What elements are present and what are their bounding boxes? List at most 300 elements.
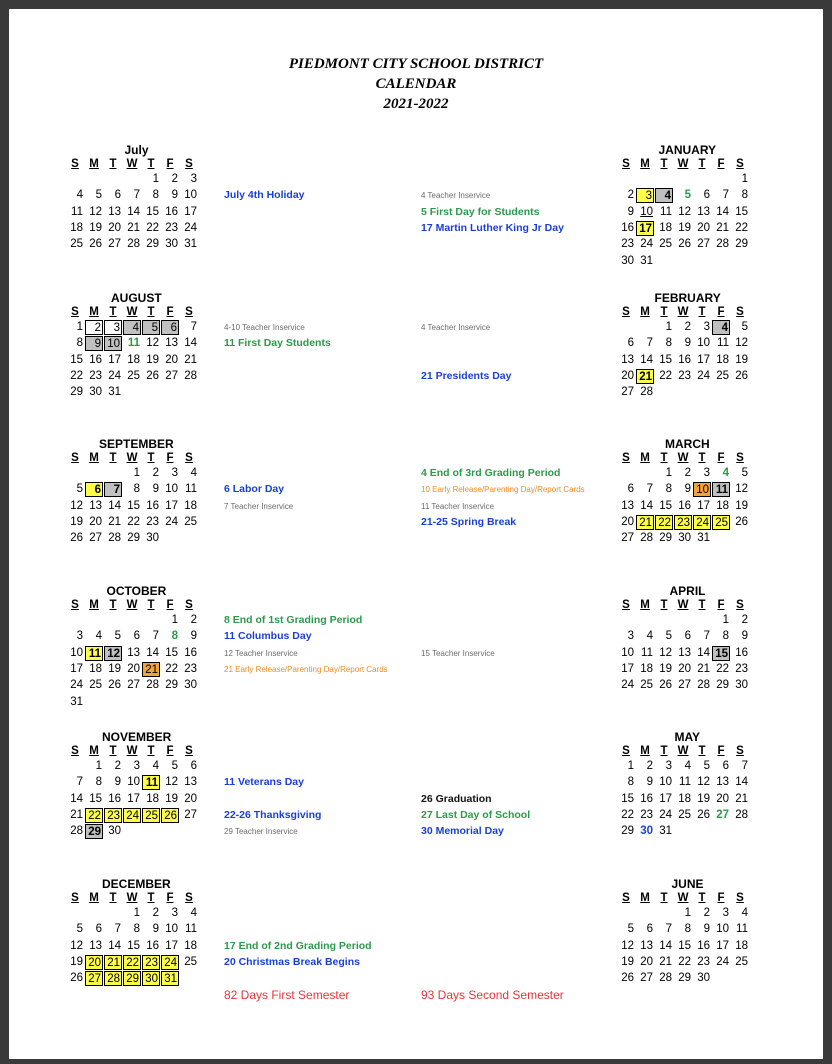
event-note: 26 Graduation	[421, 792, 492, 805]
day-cell: 24	[108, 369, 121, 382]
day-cell: 3	[627, 630, 634, 643]
weekday-header: S	[185, 892, 193, 904]
day-cell: 31	[161, 971, 179, 986]
day-cell: 27	[89, 532, 102, 545]
day-cell: 21	[127, 221, 140, 234]
day-cell: 20	[89, 515, 102, 528]
weekday-header: M	[640, 158, 650, 170]
day-cell: 23	[184, 662, 197, 675]
day-cell: 17	[659, 792, 672, 805]
day-cell: 6	[722, 760, 729, 772]
weekday-header: S	[622, 599, 630, 611]
weekday-header: M	[640, 599, 650, 611]
day-cell: 7	[646, 483, 653, 496]
day-cell: 6	[85, 482, 103, 497]
day-cell: 22	[655, 515, 673, 530]
day-cell: 3	[665, 760, 672, 772]
event-note: 22-26 Thanksgiving	[224, 808, 322, 821]
day-cell: 1	[722, 614, 729, 626]
school-year: 2021-2022	[383, 96, 449, 112]
weekday-header: T	[147, 745, 155, 757]
day-cell: 24	[697, 369, 710, 382]
day-cell: 18	[184, 939, 197, 952]
day-cell: 23	[621, 238, 634, 251]
day-cell: 26	[146, 369, 159, 382]
month-name: AUGUST	[111, 291, 162, 305]
day-cell: 18	[659, 221, 672, 234]
day-cell: 26	[735, 369, 748, 382]
weekday-header: M	[89, 745, 99, 757]
day-cell: 25	[716, 369, 729, 382]
day-cell: 7	[114, 923, 121, 936]
day-cell: 27	[127, 679, 140, 692]
day-cell: 24	[161, 955, 179, 970]
day-cell: 23	[640, 808, 653, 821]
day-cell: 18	[184, 499, 197, 512]
weekday-header: F	[166, 599, 174, 611]
day-cell: 1	[684, 907, 691, 919]
day-cell: 29	[716, 679, 729, 692]
day-cell: 19	[697, 792, 710, 805]
day-cell: 1	[665, 321, 672, 333]
day-cell: 9	[703, 923, 710, 936]
event-note: 11 Veterans Day	[224, 776, 304, 789]
day-cell: 12	[70, 939, 83, 952]
weekday-header: T	[147, 599, 155, 611]
day-cell: 2	[171, 173, 178, 185]
weekday-header: S	[71, 452, 79, 464]
day-cell: 12	[678, 205, 691, 218]
month-name: JANUARY	[658, 143, 717, 157]
day-cell: 2	[114, 760, 121, 772]
day-cell: 30	[184, 679, 197, 692]
day-cell: 16	[640, 792, 653, 805]
day-cell: 1	[171, 614, 178, 626]
day-cell: 11	[712, 482, 730, 497]
day-cell: 7	[722, 189, 729, 202]
day-cell: 24	[123, 808, 141, 823]
day-cell: 5	[684, 189, 691, 202]
day-cell: 9	[114, 776, 121, 789]
day-cell: 13	[108, 205, 121, 218]
weekday-header: F	[717, 452, 725, 464]
day-cell: 28	[108, 532, 121, 545]
day-cell: 7	[133, 189, 140, 202]
event-note: 93 Days Second Semester	[421, 987, 564, 1002]
day-cell: 17	[621, 662, 634, 675]
day-cell: 29	[165, 679, 178, 692]
month-december	[66, 877, 216, 997]
day-cell: 2	[190, 614, 197, 626]
day-cell: 16	[678, 499, 691, 512]
day-cell: 30	[640, 825, 653, 838]
weekday-header: W	[126, 599, 138, 611]
day-cell: 1	[133, 907, 140, 919]
day-cell: 28	[640, 386, 653, 399]
day-cell: 12	[735, 337, 748, 350]
day-cell: 20	[184, 792, 197, 805]
day-cell: 1	[152, 173, 159, 185]
month-june	[617, 877, 767, 997]
event-note: 4-10 Teacher Inservice	[224, 323, 305, 332]
day-cell: 25	[142, 808, 160, 823]
day-cell: 12	[104, 646, 122, 661]
day-cell: 21	[636, 515, 654, 530]
day-cell: 28	[184, 369, 197, 382]
day-cell: 14	[146, 646, 159, 659]
weekday-header: M	[640, 892, 650, 904]
weekday-header: T	[698, 306, 706, 318]
event-note: 12 Teacher Inservice	[224, 648, 298, 658]
day-cell: 15	[735, 205, 748, 218]
event-note: 5 First Day for Students	[421, 205, 540, 218]
weekday-header: W	[677, 599, 689, 611]
day-cell: 22	[716, 662, 729, 675]
day-cell: 12	[165, 776, 178, 789]
day-cell: 25	[712, 515, 730, 530]
day-cell: 15	[659, 499, 672, 512]
day-cell: 26	[735, 515, 748, 528]
day-cell: 9	[741, 630, 748, 643]
day-cell: 27	[85, 971, 103, 986]
day-cell: 16	[184, 646, 197, 659]
day-cell: 18	[678, 792, 691, 805]
day-cell: 28	[659, 972, 672, 985]
day-cell: 4	[76, 189, 83, 202]
weekday-header: T	[698, 599, 706, 611]
day-cell: 10	[70, 646, 83, 659]
day-cell: 18	[716, 499, 729, 512]
event-note: 29 Teacher Inservice	[224, 827, 298, 837]
day-cell: 26	[108, 679, 121, 692]
day-cell: 18	[127, 353, 140, 366]
month-april	[617, 584, 767, 704]
day-cell: 11	[85, 646, 103, 661]
day-cell: 21	[735, 792, 748, 805]
day-cell: 29	[127, 532, 140, 545]
weekday-header: F	[166, 158, 174, 170]
month-name: July	[124, 143, 149, 157]
day-cell: 10	[165, 483, 178, 496]
day-cell: 7	[665, 923, 672, 936]
day-cell: 17	[716, 939, 729, 952]
event-note: 21 Early Release/Parenting Day/Report Cards	[224, 664, 388, 674]
day-cell: 24	[184, 221, 197, 234]
event-note: 6 Labor Day	[224, 483, 285, 496]
day-cell: 25	[127, 369, 140, 382]
weekday-header: T	[698, 158, 706, 170]
day-cell: 29	[659, 532, 672, 545]
weekday-header: T	[147, 306, 155, 318]
day-cell: 30	[89, 386, 102, 399]
day-cell: 11	[736, 923, 748, 936]
day-cell: 13	[640, 939, 653, 952]
day-cell: 2	[684, 321, 691, 333]
weekday-header: T	[698, 892, 706, 904]
event-note: July 4th Holiday	[224, 189, 305, 202]
calendar-title: CALENDAR	[375, 76, 457, 92]
day-cell: 19	[659, 662, 672, 675]
day-cell: 20	[165, 353, 178, 366]
day-cell: 15	[70, 353, 83, 366]
weekday-header: S	[622, 745, 630, 757]
day-cell: 23	[104, 808, 122, 823]
day-cell: 21	[659, 955, 672, 968]
day-cell: 8	[76, 337, 83, 350]
day-cell: 5	[703, 760, 710, 772]
day-cell: 14	[640, 499, 653, 512]
day-cell: 15	[146, 205, 159, 218]
day-cell: 22	[621, 808, 634, 821]
day-cell: 19	[678, 221, 691, 234]
day-cell: 20	[697, 221, 710, 234]
day-cell: 29	[678, 972, 691, 985]
day-cell: 11	[679, 776, 691, 789]
day-cell: 15	[659, 353, 672, 366]
month-october	[66, 584, 216, 708]
day-cell: 24	[716, 955, 729, 968]
day-cell: 7	[190, 321, 197, 333]
day-cell: 10	[127, 776, 140, 789]
day-cell: 26	[70, 972, 83, 985]
event-note: 17 End of 2nd Grading Period	[224, 939, 372, 952]
day-cell: 27	[678, 679, 691, 692]
event-note: 11 First Day Students	[224, 337, 331, 350]
weekday-header: M	[89, 158, 99, 170]
day-cell: 28	[697, 679, 710, 692]
day-cell: 30	[108, 825, 121, 838]
day-cell: 11	[660, 205, 672, 218]
month-name: SEPTEMBER	[99, 437, 174, 451]
day-cell: 19	[70, 515, 83, 528]
day-cell: 7	[741, 760, 748, 772]
weekday-header: T	[660, 158, 668, 170]
day-cell: 29	[735, 238, 748, 251]
day-cell: 30	[142, 971, 160, 986]
weekday-header: S	[71, 745, 79, 757]
day-cell: 30	[146, 532, 159, 545]
day-cell: 5	[741, 467, 748, 479]
weekday-header: F	[717, 892, 725, 904]
weekday-header: M	[89, 892, 99, 904]
day-cell: 18	[735, 939, 748, 952]
day-cell: 25	[735, 955, 748, 968]
day-cell: 11	[717, 337, 729, 350]
day-cell: 17	[697, 499, 710, 512]
month-may	[617, 730, 767, 850]
day-cell: 2	[85, 320, 103, 335]
day-cell: 9	[684, 337, 691, 350]
day-cell: 5	[171, 760, 178, 772]
day-cell: 4	[741, 907, 748, 919]
weekday-header: M	[640, 452, 650, 464]
day-cell: 23	[146, 515, 159, 528]
month-march	[617, 437, 767, 557]
day-cell: 30	[621, 254, 634, 267]
day-cell: 20	[108, 221, 121, 234]
day-cell: 4	[190, 907, 197, 919]
day-cell: 4	[152, 760, 159, 772]
day-cell: 21	[716, 221, 729, 234]
day-cell: 27	[108, 238, 121, 251]
day-cell: 22	[70, 369, 83, 382]
weekday-header: S	[736, 745, 744, 757]
day-cell: 14	[108, 499, 121, 512]
weekday-header: S	[736, 599, 744, 611]
day-cell: 5	[627, 923, 634, 936]
day-cell: 18	[70, 221, 83, 234]
day-cell: 5	[95, 189, 102, 202]
day-cell: 6	[646, 923, 653, 936]
day-cell: 14	[70, 792, 83, 805]
event-note: 30 Memorial Day	[421, 825, 504, 838]
day-cell: 13	[678, 646, 691, 659]
month-november	[66, 730, 216, 850]
day-cell: 26	[659, 679, 672, 692]
weekday-header: T	[109, 599, 117, 611]
day-cell: 10	[693, 482, 711, 497]
month-february	[617, 291, 767, 411]
day-cell: 7	[703, 630, 710, 643]
day-cell: 31	[108, 386, 121, 399]
month-name: NOVEMBER	[102, 730, 172, 744]
weekday-header: F	[166, 452, 174, 464]
day-cell: 16	[146, 499, 159, 512]
day-cell: 29	[85, 824, 103, 839]
day-cell: 23	[674, 515, 692, 530]
day-cell: 6	[684, 630, 691, 643]
day-cell: 1	[627, 760, 634, 772]
day-cell: 17	[108, 353, 121, 366]
day-cell: 14	[108, 939, 121, 952]
weekday-header: W	[126, 306, 138, 318]
day-cell: 9	[85, 336, 103, 351]
day-cell: 3	[636, 188, 654, 203]
weekday-header: S	[71, 892, 79, 904]
day-cell: 7	[104, 482, 122, 497]
day-cell: 14	[697, 646, 710, 659]
weekday-header: S	[736, 306, 744, 318]
day-cell: 16	[678, 353, 691, 366]
day-cell: 17	[184, 205, 197, 218]
day-cell: 3	[722, 907, 729, 919]
weekday-header: T	[109, 306, 117, 318]
event-note: 11 Teacher Inservice	[421, 501, 495, 511]
day-cell: 8	[152, 189, 159, 202]
month-january	[617, 143, 767, 267]
day-cell: 26	[678, 238, 691, 251]
day-cell: 11	[142, 775, 160, 790]
day-cell: 13	[621, 499, 634, 512]
day-cell: 27	[697, 238, 710, 251]
day-cell: 3	[76, 630, 83, 643]
weekday-header: T	[698, 452, 706, 464]
day-cell: 8	[665, 337, 672, 350]
weekday-header: W	[677, 452, 689, 464]
day-cell: 3	[171, 467, 178, 479]
day-cell: 24	[165, 515, 178, 528]
day-cell: 20	[621, 369, 634, 382]
day-cell: 11	[185, 923, 197, 936]
day-cell: 12	[735, 483, 748, 496]
day-cell: 8	[684, 923, 691, 936]
weekday-header: T	[109, 452, 117, 464]
day-cell: 12	[146, 337, 159, 350]
event-note: 27 Last Day of School	[421, 808, 531, 821]
day-cell: 8	[722, 630, 729, 643]
day-cell: 19	[70, 955, 83, 968]
day-cell: 7	[646, 337, 653, 350]
day-cell: 16	[621, 221, 634, 234]
day-cell: 17	[697, 353, 710, 366]
day-cell: 23	[735, 662, 748, 675]
month-name: JUNE	[671, 877, 704, 891]
day-cell: 23	[678, 369, 691, 382]
day-cell: 13	[716, 776, 729, 789]
weekday-header: T	[109, 158, 117, 170]
month-september	[66, 437, 216, 557]
day-cell: 20	[640, 955, 653, 968]
day-cell: 11	[185, 483, 197, 496]
event-note: 4 End of 3rd Grading Period	[421, 467, 561, 479]
weekday-header: T	[660, 306, 668, 318]
day-cell: 15	[165, 646, 178, 659]
day-cell: 1	[76, 321, 83, 333]
weekday-header: T	[698, 745, 706, 757]
day-cell: 3	[104, 320, 122, 335]
day-cell: 10	[640, 205, 653, 218]
day-cell: 23	[89, 369, 102, 382]
day-cell: 20	[127, 662, 140, 675]
day-cell: 4	[190, 467, 197, 479]
day-cell: 17	[165, 939, 178, 952]
day-cell: 18	[716, 353, 729, 366]
month-name: APRIL	[669, 584, 706, 598]
day-cell: 22	[165, 662, 178, 675]
day-cell: 5	[741, 321, 748, 333]
day-cell: 26	[697, 808, 710, 821]
day-cell: 13	[127, 646, 140, 659]
day-cell: 11	[127, 337, 140, 350]
event-note: 11 Columbus Day	[224, 630, 312, 643]
weekday-header: S	[622, 306, 630, 318]
weekday-header: T	[660, 745, 668, 757]
day-cell: 4	[123, 320, 141, 335]
day-cell: 31	[184, 238, 197, 251]
day-cell: 28	[146, 679, 159, 692]
weekday-header: S	[185, 452, 193, 464]
weekday-header: F	[717, 306, 725, 318]
day-cell: 24	[621, 679, 634, 692]
weekday-header: F	[166, 745, 174, 757]
day-cell: 1	[665, 467, 672, 479]
day-cell: 16	[108, 792, 121, 805]
weekday-header: F	[717, 158, 725, 170]
day-cell: 22	[146, 221, 159, 234]
weekday-header: T	[147, 892, 155, 904]
day-cell: 3	[133, 760, 140, 772]
weekday-header: W	[677, 306, 689, 318]
day-cell: 10	[716, 923, 729, 936]
day-cell: 8	[133, 923, 140, 936]
weekday-header: S	[736, 892, 744, 904]
day-cell: 28	[70, 825, 83, 838]
day-cell: 8	[171, 630, 178, 643]
event-note: 17 Martin Luther King Jr Day	[421, 221, 564, 234]
event-note: 21 Presidents Day	[421, 369, 512, 382]
day-cell: 21	[70, 808, 83, 821]
month-august	[66, 291, 216, 411]
